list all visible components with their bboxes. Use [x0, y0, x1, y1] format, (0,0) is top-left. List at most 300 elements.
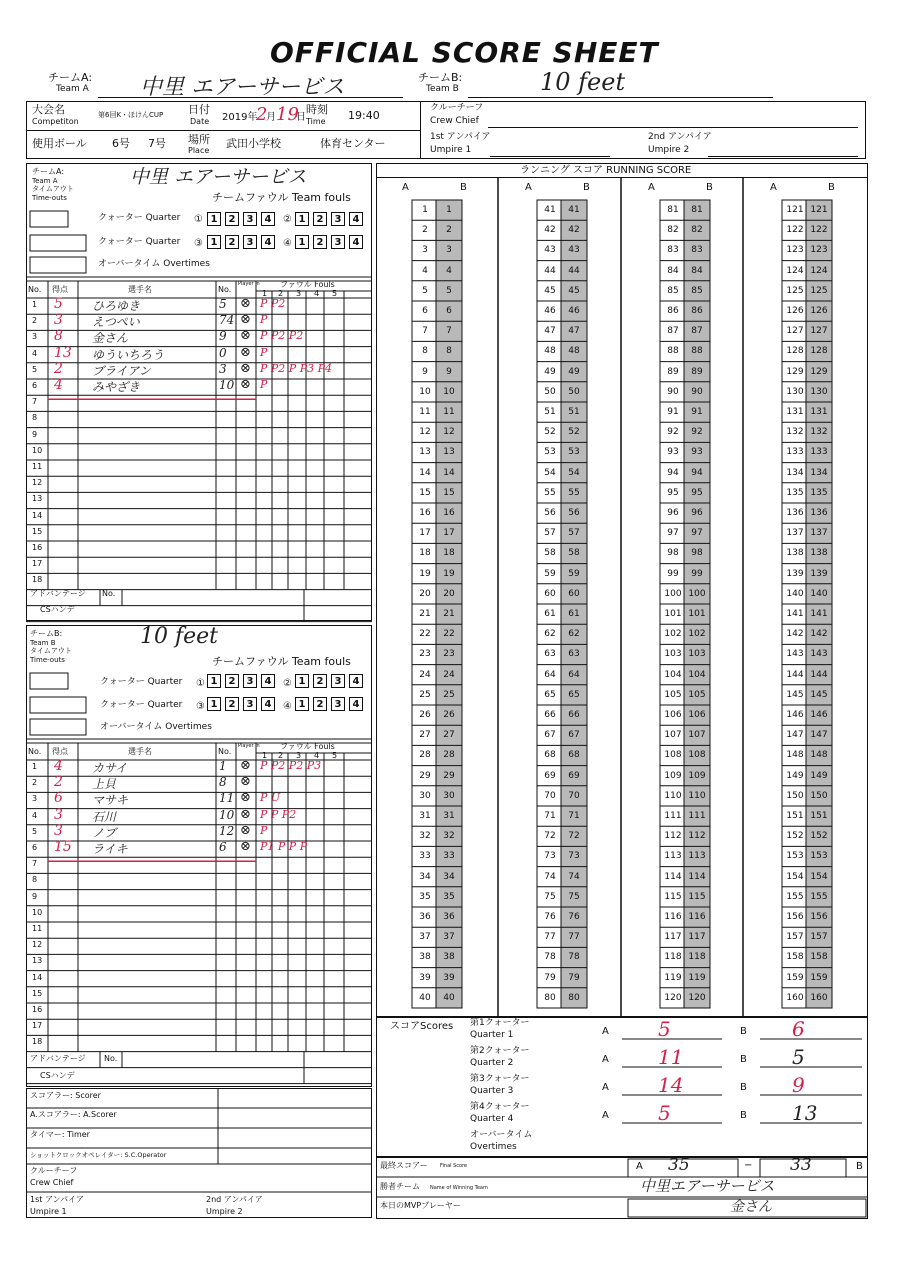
running-score-b-number: 107	[688, 730, 706, 741]
running-score-b-number: 154	[810, 871, 828, 882]
place-label-en: Place	[188, 146, 210, 155]
row-number: 4	[32, 348, 38, 358]
quarter-b-label: B	[740, 1082, 747, 1093]
team-a-header-label-en: Team A	[56, 84, 89, 94]
player-in-mark: ⊗	[240, 758, 251, 773]
running-score-a-number: 83	[667, 245, 679, 256]
running-score-b-number: 156	[810, 912, 828, 922]
foul-column-number: 4	[314, 289, 320, 298]
player-fouls: P P2 P P3 P4	[260, 361, 332, 375]
quarter-score-b: 13	[792, 1101, 818, 1125]
running-score-b-number: 21	[443, 609, 455, 619]
running-score-a-number: 108	[664, 750, 682, 761]
running-score-a-number: 7	[422, 326, 428, 337]
team-b-q4: ④	[283, 701, 292, 712]
running-score-a-number: 128	[786, 346, 804, 357]
foul-column-number: 2	[278, 751, 284, 760]
running-score-b-number: 151	[810, 811, 828, 821]
running-score-a-number: 130	[786, 386, 804, 397]
running-score-a-number: 121	[786, 205, 804, 215]
running-score-a-number: 43	[544, 245, 556, 256]
running-score-b-number: 76	[568, 912, 580, 922]
running-score-a-number: 33	[419, 851, 431, 862]
page-title: OFFICIAL SCORE SHEET	[270, 36, 659, 69]
quarter-label-en: Quarter 2	[470, 1058, 514, 1068]
running-score-a-number: 8	[422, 346, 428, 357]
player-points: 4	[54, 377, 63, 393]
running-score-b-number: 119	[688, 972, 706, 983]
running-score-b-number: 35	[443, 891, 455, 902]
team-b-q1: ①	[196, 678, 205, 689]
running-score-a-number: 152	[786, 831, 804, 842]
running-score-b-number: 113	[688, 851, 706, 862]
running-score-a-number: 9	[422, 366, 428, 377]
running-score-a-number: 12	[419, 427, 431, 438]
team-foul-box: 2	[225, 674, 239, 688]
running-score-b-number: 74	[568, 871, 580, 882]
team-a-advantage-no: No.	[102, 589, 116, 598]
running-score-b-number: 55	[568, 487, 580, 498]
player-points: 6	[54, 790, 63, 807]
running-score-b-number: 103	[688, 649, 706, 660]
foul-column-number: 1	[262, 289, 268, 298]
row-number: 14	[32, 510, 43, 520]
team-a-col-player: 選手名	[128, 285, 152, 294]
place-label: 場所	[188, 133, 210, 146]
running-score-a-number: 26	[419, 710, 431, 720]
running-score-a-number: 55	[544, 487, 556, 498]
umpire2-footer-label-en: Umpire 2	[206, 1207, 243, 1216]
running-score-b-number: 129	[810, 366, 828, 377]
team-b-col-player-in: Player in	[238, 743, 260, 749]
team-a-q4: ④	[283, 238, 292, 249]
player-points: 8	[54, 328, 63, 345]
team-a-panel-label-en: Team A	[32, 177, 58, 185]
running-score-a-number: 140	[786, 588, 804, 599]
team-b-fouls-label: チームファウル Team fouls	[212, 655, 351, 668]
running-score-b-number: 7	[446, 326, 452, 337]
running-score-a-number: 94	[667, 467, 679, 478]
team-b-advantage-label: アドバンテージ	[30, 1054, 86, 1063]
running-score-b-number: 109	[688, 770, 706, 781]
running-score-a-number: 36	[419, 912, 431, 922]
running-score-b-number: 58	[568, 548, 580, 559]
running-score-b-number: 10	[443, 386, 455, 397]
running-score-b-number: 141	[810, 609, 828, 619]
team-foul-box: 2	[225, 212, 239, 226]
player-name: マサキ	[92, 793, 129, 808]
running-score-b-number: 140	[810, 588, 828, 599]
running-score-b-number: 121	[810, 205, 828, 215]
running-score-b-number: 143	[810, 649, 828, 660]
date-label: 日付	[188, 103, 210, 116]
running-score-a-number: 10	[419, 386, 431, 397]
quarter-label-en: Quarter 3	[470, 1086, 514, 1096]
team-a-panel-label: チームA:	[32, 167, 65, 176]
running-score-a-number: 87	[667, 326, 679, 337]
player-name: 金さん	[92, 331, 129, 346]
running-score-b-number: 88	[691, 346, 703, 357]
running-score-a-number: 139	[786, 568, 804, 579]
quarter-score-b: 5	[792, 1045, 805, 1069]
running-score-a-number: 64	[544, 669, 556, 680]
quarter-a-label: A	[602, 1082, 609, 1093]
team-b-panel-name: 10 feet	[140, 624, 219, 649]
running-score-b-number: 106	[688, 710, 706, 720]
team-foul-box: 3	[331, 212, 345, 226]
player-number: 3	[219, 361, 227, 376]
running-score-a-number: 120	[664, 992, 682, 1003]
running-col-b: B	[460, 182, 467, 193]
player-fouls: P P2 P2 P3	[260, 759, 322, 772]
running-score-a-number: 73	[544, 851, 556, 862]
running-score-b-number: 78	[568, 952, 580, 963]
running-score-b-number: 17	[443, 528, 455, 539]
crew-chief-label-en: Crew Chief	[430, 116, 479, 126]
running-score-b-number: 90	[691, 386, 703, 397]
running-score-a-number: 124	[786, 265, 804, 276]
running-score-b-number: 82	[691, 225, 703, 236]
running-score-a-number: 56	[544, 508, 556, 518]
team-a-quarter-label-1: クォーター Quarter	[98, 213, 181, 223]
umpire2-label-en: Umpire 2	[648, 145, 690, 155]
running-score-b-number: 144	[810, 669, 828, 680]
team-a-quarter-label-2: クォーター Quarter	[98, 237, 181, 247]
team-a-col-fouls: ファウル Fouls	[280, 280, 335, 289]
running-score-a-number: 68	[544, 750, 556, 761]
row-number: 13	[32, 956, 43, 966]
running-score-a-number: 129	[786, 366, 804, 377]
running-score-a-number: 65	[544, 689, 556, 700]
player-in-mark: ⊗	[240, 328, 251, 344]
row-number: 7	[32, 397, 38, 407]
team-foul-box: 3	[243, 674, 257, 688]
team-foul-box: 3	[243, 212, 257, 226]
quarter-b-label: B	[740, 1054, 747, 1065]
team-foul-box: 1	[207, 697, 221, 711]
running-score-a-number: 138	[786, 548, 804, 559]
running-score-a-number: 41	[544, 205, 556, 215]
team-b-quarter-label-1: クォーター Quarter	[100, 677, 183, 687]
running-score-a-number: 100	[664, 588, 682, 599]
player-name: ライキ	[92, 842, 128, 856]
row-number: 6	[32, 381, 38, 390]
foul-column-number: 1	[262, 751, 268, 760]
player-name: ひろゆき	[92, 299, 141, 313]
competition-label: 大会名	[32, 103, 65, 116]
team-foul-box: 2	[313, 235, 327, 249]
running-score-b-number: 83	[691, 245, 703, 256]
final-dash: −	[744, 1160, 753, 1171]
row-number: 17	[32, 559, 43, 569]
running-score-a-number: 115	[664, 891, 682, 902]
running-score-a-number: 30	[419, 790, 431, 801]
running-score-b-number: 23	[443, 649, 455, 660]
running-score-a-number: 40	[419, 992, 431, 1003]
team-b-col-points: 得点	[52, 747, 68, 756]
running-score-a-number: 103	[664, 649, 682, 660]
running-score-a-number: 125	[786, 285, 804, 296]
player-number: 11	[219, 791, 235, 806]
running-score-a-number: 22	[419, 629, 431, 640]
row-number: 12	[32, 478, 43, 488]
running-score-b-number: 99	[691, 568, 703, 579]
running-score-b-number: 5	[446, 285, 452, 296]
running-score-a-number: 52	[544, 427, 556, 438]
row-number: 3	[32, 332, 38, 342]
running-score-a-number: 4	[422, 265, 428, 276]
team-a-advantage-label: アドバンテージ	[30, 589, 86, 598]
quarter-label-en: Quarter 1	[470, 1030, 514, 1040]
running-score-a-number: 69	[544, 770, 556, 781]
player-points: 4	[54, 758, 63, 774]
running-score-a-number: 62	[544, 629, 556, 640]
running-score-a-number: 72	[544, 831, 556, 842]
running-score-a-number: 102	[664, 629, 682, 640]
running-score-b-number: 32	[443, 831, 455, 842]
running-score-b-number: 114	[688, 871, 706, 882]
running-score-b-number: 102	[688, 629, 706, 640]
running-score-b-number: 134	[810, 467, 828, 478]
team-foul-box: 4	[261, 674, 275, 688]
running-score-a-number: 35	[419, 891, 431, 902]
running-score-b-number: 25	[443, 689, 455, 700]
running-score-b-number: 1	[446, 205, 452, 215]
quarter-b-label: B	[740, 1110, 747, 1121]
running-score-b-number: 80	[568, 992, 580, 1003]
team-foul-box: 2	[225, 235, 239, 249]
running-score-b-number: 108	[688, 750, 706, 761]
running-score-a-number: 146	[786, 710, 804, 720]
running-score-b-number: 51	[568, 407, 580, 417]
running-score-a-number: 24	[419, 669, 431, 680]
running-score-b-number: 112	[688, 831, 706, 842]
running-score-a-number: 96	[667, 508, 679, 518]
running-score-b-number: 18	[443, 548, 455, 559]
running-score-a-number: 126	[786, 306, 804, 316]
running-score-b-number: 77	[568, 932, 580, 943]
running-score-b-number: 100	[688, 588, 706, 599]
running-score-a-number: 147	[786, 730, 804, 741]
team-foul-box: 3	[243, 235, 257, 249]
running-score-a-number: 23	[419, 649, 431, 660]
player-name: 石川	[92, 809, 117, 824]
running-score-b-number: 2	[446, 225, 452, 236]
quarter-score-b: 6	[792, 1017, 805, 1041]
running-score-a-number: 60	[544, 588, 556, 599]
crew-chief-footer-label: クルーチーフ	[30, 1166, 78, 1175]
final-b-label: B	[856, 1161, 863, 1172]
running-score-b-number: 133	[810, 447, 828, 458]
running-score-b-number: 47	[568, 326, 580, 337]
running-score-b-number: 11	[443, 407, 455, 417]
running-score-a-number: 29	[419, 770, 431, 781]
team-b-timeout-label: タイムアウト	[30, 647, 72, 655]
running-score-b-number: 155	[810, 891, 828, 902]
row-number: 18	[32, 575, 43, 585]
running-score-a-number: 6	[422, 306, 428, 316]
umpire1-label-en: Umpire 1	[430, 145, 472, 155]
team-foul-box: 3	[331, 235, 345, 249]
running-col-b: B	[583, 182, 590, 193]
player-points: 3	[54, 312, 63, 329]
row-number: 5	[32, 364, 38, 374]
running-score-a-number: 107	[664, 730, 682, 741]
player-fouls: P P2	[260, 297, 286, 310]
team-foul-box: 4	[349, 674, 363, 688]
running-score-b-number: 50	[568, 386, 580, 397]
umpire2-label: 2nd アンパイア	[648, 132, 712, 142]
running-score-a-number: 21	[419, 609, 431, 619]
running-score-b-number: 137	[810, 528, 828, 539]
date-month-unit: 月	[266, 112, 276, 123]
player-number: 5	[219, 297, 227, 311]
running-score-b-number: 116	[688, 912, 706, 922]
running-score-a-number: 82	[667, 225, 679, 236]
running-score-b-number: 42	[568, 225, 580, 236]
running-score-b-number: 79	[568, 972, 580, 983]
team-a-q3: ③	[194, 238, 203, 249]
running-score-a-number: 143	[786, 649, 804, 660]
running-score-b-number: 105	[688, 689, 706, 700]
running-score-b-number: 41	[568, 205, 580, 215]
running-score-a-number: 111	[664, 811, 682, 821]
player-fouls: P	[260, 378, 268, 391]
running-score-a-number: 77	[544, 932, 556, 943]
row-number: 8	[32, 413, 38, 423]
running-score-b-number: 123	[810, 245, 828, 256]
shot-clock-label: ショットクロックオペレイター: S.C.Operator	[30, 1151, 167, 1159]
player-number: 8	[219, 775, 227, 790]
running-score-b-number: 45	[568, 285, 580, 296]
quarter-score-a: 14	[658, 1073, 684, 1097]
running-score-b-number: 16	[443, 508, 455, 518]
running-col-a: A	[402, 182, 409, 193]
foul-column-number: 3	[296, 289, 302, 298]
winner-label: 勝者チーム	[380, 1182, 420, 1191]
timer-label: タイマー: Timer	[30, 1130, 90, 1139]
player-in-mark: ⊗	[240, 806, 251, 822]
final-score-a: 35	[668, 1155, 690, 1175]
team-a-timeout-label-en: Time-outs	[32, 194, 67, 202]
team-b-col-fouls: ファウル Fouls	[280, 742, 335, 751]
team-b-advantage-no: No.	[104, 1054, 118, 1063]
row-number: 15	[32, 988, 43, 998]
running-score-a-number: 118	[664, 952, 682, 963]
running-score-a-number: 101	[664, 609, 682, 619]
running-score-a-number: 137	[786, 528, 804, 539]
running-score-b-number: 62	[568, 629, 580, 640]
running-score-a-number: 38	[419, 952, 431, 963]
running-score-b-number: 20	[443, 588, 455, 599]
running-score-a-number: 50	[544, 386, 556, 397]
running-score-b-number: 31	[443, 811, 455, 821]
running-score-a-number: 151	[786, 811, 804, 821]
date-year: 2019年	[222, 112, 258, 123]
player-name: 上貝	[92, 777, 117, 792]
row-number: 14	[32, 972, 43, 982]
running-score-a-number: 71	[544, 811, 556, 821]
row-number: 18	[32, 1037, 43, 1047]
running-score-b-number: 33	[443, 851, 455, 862]
row-number: 10	[32, 445, 43, 455]
team-foul-box: 4	[261, 212, 275, 226]
row-number: 5	[32, 826, 38, 836]
player-fouls: P P P2	[260, 807, 297, 821]
running-score-a-number: 44	[544, 265, 556, 276]
player-in-mark: ⊗	[240, 839, 251, 854]
running-score-b-number: 46	[568, 306, 580, 316]
running-score-b-number: 57	[568, 528, 580, 539]
running-score-b-number: 120	[688, 992, 706, 1003]
running-score-a-number: 13	[419, 447, 431, 458]
team-foul-box: 1	[295, 235, 309, 249]
team-foul-box: 1	[295, 697, 309, 711]
quarter-label: 第2クォーター	[470, 1046, 530, 1056]
player-in-mark: ⊗	[240, 790, 251, 806]
running-score-a-number: 42	[544, 225, 556, 236]
running-score-b-number: 6	[446, 306, 452, 316]
player-in-mark: ⊗	[240, 296, 251, 311]
running-score-b-number: 26	[443, 710, 455, 720]
running-score-b-number: 118	[688, 952, 706, 963]
player-points: 13	[54, 344, 72, 361]
running-score-a-number: 54	[544, 467, 556, 478]
running-score-a-number: 34	[419, 871, 431, 882]
team-b-col-no: No.	[28, 747, 42, 756]
player-in-mark: ⊗	[240, 312, 251, 328]
running-score-a-number: 106	[664, 710, 682, 720]
team-foul-box: 1	[295, 674, 309, 688]
running-score-b-number: 3	[446, 245, 452, 256]
player-points: 15	[54, 839, 72, 855]
team-foul-box: 2	[225, 697, 239, 711]
running-score-b-number: 150	[810, 790, 828, 801]
running-score-b-number: 128	[810, 346, 828, 357]
team-foul-box: 2	[313, 697, 327, 711]
team-a-col-points: 得点	[52, 285, 68, 294]
time-label-en: Time	[306, 117, 326, 126]
team-b-q2: ②	[283, 678, 292, 689]
ball-option-2: 7号	[148, 137, 166, 150]
team-foul-box: 4	[349, 697, 363, 711]
running-score-a-number: 51	[544, 407, 556, 417]
row-number: 11	[32, 462, 43, 471]
running-score-a-number: 45	[544, 285, 556, 296]
running-score-a-number: 90	[667, 386, 679, 397]
quarter-label-en: Quarter 4	[470, 1114, 514, 1124]
player-fouls: P P2 P2	[260, 329, 304, 343]
running-score-b-number: 91	[691, 407, 703, 417]
row-number: 12	[32, 940, 43, 950]
running-score-a-number: 81	[667, 205, 679, 215]
team-a-col-no: No.	[28, 285, 42, 294]
running-score-a-number: 53	[544, 447, 556, 458]
team-b-panel-label: チームB:	[30, 629, 63, 638]
running-score-b-number: 75	[568, 891, 580, 902]
running-score-a-number: 74	[544, 871, 556, 882]
running-score-b-number: 69	[568, 770, 580, 781]
row-number: 15	[32, 526, 43, 536]
a-scorer-label: A.スコアラー: A.Scorer	[30, 1110, 117, 1119]
running-score-a-number: 58	[544, 548, 556, 559]
running-score-a-number: 92	[667, 427, 679, 438]
running-score-a-number: 32	[419, 831, 431, 842]
running-score-b-number: 148	[810, 750, 828, 761]
running-score-b-number: 127	[810, 326, 828, 337]
running-score-b-number: 138	[810, 548, 828, 559]
team-a-q1: ①	[194, 214, 203, 225]
